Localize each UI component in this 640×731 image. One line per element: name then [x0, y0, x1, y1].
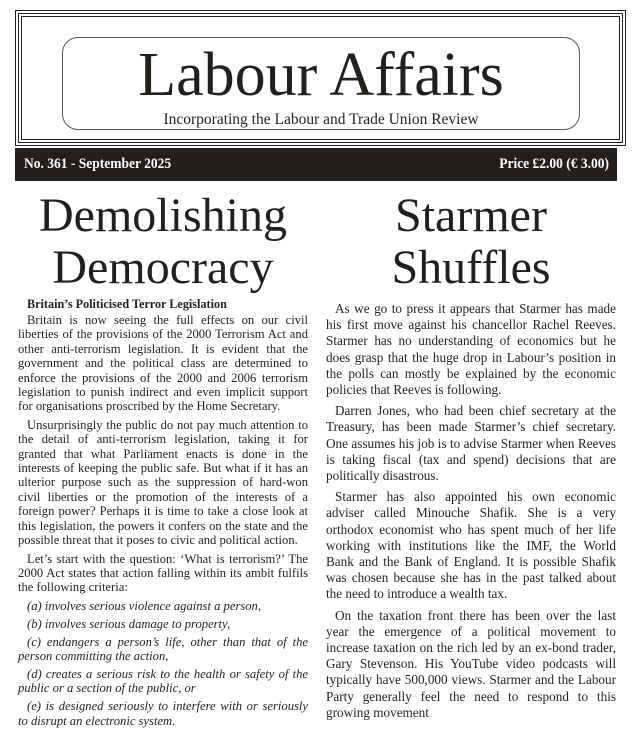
- article-paragraph: Unsurprisingly the public do not pay much attention to the detail of anti-terrorism legislation, taking it for granted that what Parliament enacts is done in the interests of keeping the public safe. But what if it has an ulterior purpose such as the suppression of hard-won civil liberties or the promotion of the interests of a foreign power? Perhaps it is time to take a close look at this legislation, the powers it confers on the state and the possible threat that it poses to civic and political action.: [18, 417, 308, 548]
- headline-line-1: Starmer: [395, 189, 547, 242]
- article-headline: [8, 190, 318, 294]
- criteria-item: (b) involves serious damage to property,: [27, 616, 231, 631]
- publication-subtitle: Incorporating the Labour and Trade Union Review: [163, 111, 479, 128]
- criteria-item: (d) creates a serious risk to the health or safety of the public or a section of the public, or: [18, 666, 308, 696]
- article-headline: [326, 190, 616, 294]
- article-paragraph: Britain is now seeing the full effects on our civil liberties of the provisions of the 2000 Terrorism Act and other anti-terrorism legislation. It is evident that the government and the political class are determined to enforce the provisions of the 2000 and 2006 terrorism legislation to punish indirect and even implicit support for organisations proscribed by the Home Secretary.: [18, 313, 308, 414]
- publication-title: Labour Affairs: [138, 41, 504, 109]
- headline-line-2: Shuffles: [391, 241, 551, 294]
- article-paragraph: As we go to press it appears that Starmer has made his first move against his chancellor Rachel Reeves. Starmer has no understanding of economics but he does grasp that the huge drop in Labour’s position in the polls can mostly be explained by the economic policies that Reeves is following.: [326, 301, 616, 398]
- article-kicker: Britain’s Politicised Terror Legislation: [27, 297, 227, 311]
- article-paragraph: Starmer has also appointed his own economic adviser called Minouche Shafik. She is a very orthodox economist who has spent much of her life working with institutions like the IMF, the World Bank and the Bank of England. It is possible Shafik was chosen because she has in the past talked about the need to introduce a wealth tax.: [326, 489, 616, 602]
- article-starmer-shuffles: [326, 190, 616, 726]
- criteria-item: (e) is designed seriously to interfere with or seriously to disrupt an electronic system.: [18, 699, 308, 728]
- criteria-item: (a) involves serious violence against a person,: [27, 598, 261, 613]
- issue-bar: [15, 148, 617, 181]
- issue-number: No. 361 - September 2025: [24, 156, 172, 172]
- criteria-list: [18, 599, 308, 728]
- article-demolishing-democracy: [18, 190, 308, 731]
- article-paragraph: Darren Jones, who had been chief secretary at the Treasury, has been made Starmer’s chief secretary. One assumes his job is to advise Starmer when Reeves is taking fiscal (tax and spend) decisions that are politically disastrous.: [326, 403, 616, 484]
- masthead-title-box: [62, 37, 580, 130]
- criteria-item: (c) endangers a person’s life, other than that of the person committing the action,: [18, 634, 308, 663]
- headline-line-1: Demolishing: [39, 189, 287, 242]
- issue-price: Price £2.00 (€ 3.00): [499, 156, 609, 172]
- headline-line-2: Democracy: [52, 241, 274, 294]
- article-paragraph: On the taxation front there has been over the last year the emergence of a political movement to increase taxation on the rich led by an ex-bond trader, Gary Stevenson. His YouTube video podcasts will typically have 500,000 views. Starmer and the Labour Party generally feel the need to respond to this growing movement: [326, 607, 616, 720]
- article-paragraph: Let’s start with the question: ‘What is terrorism?’ The 2000 Act states that action falling within its ambit fulfils the following criteria:: [18, 551, 308, 595]
